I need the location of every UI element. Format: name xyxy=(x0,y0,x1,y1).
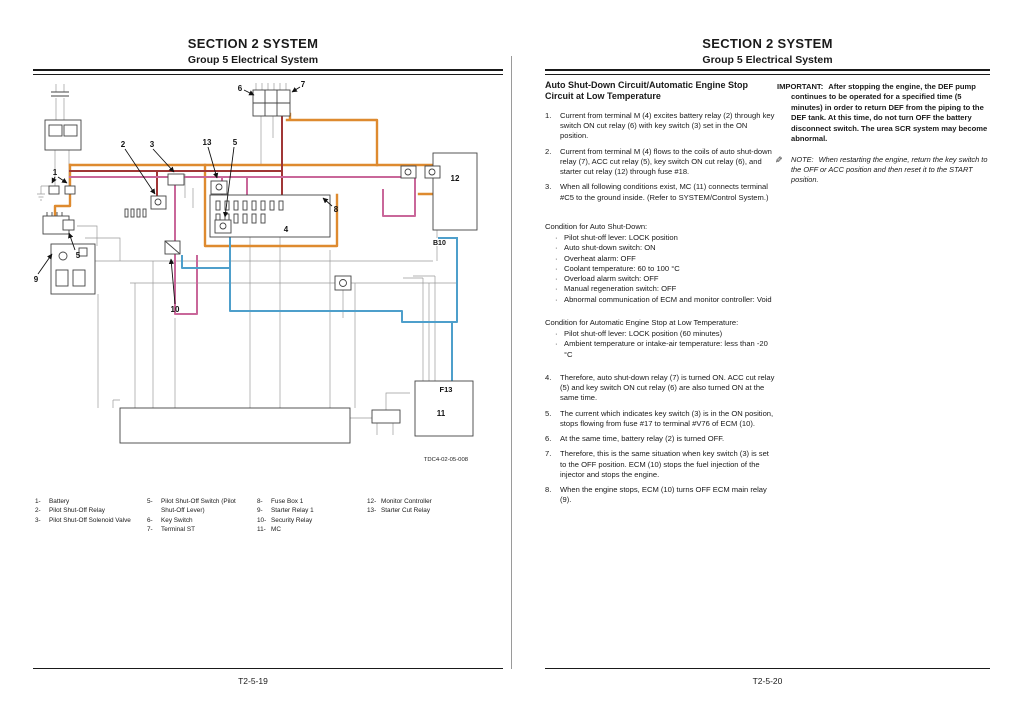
legend-item: 13- Starter Cut Relay xyxy=(367,507,431,515)
legend-item: 9- Starter Relay 1 xyxy=(257,507,314,515)
note-block xyxy=(777,155,991,186)
callout-4: 4 xyxy=(283,225,289,234)
step-1: 1. Current from terminal M (4) excites battery relay (2) through key switch ON cut relay (6) with key switch (3) set in the ON position. xyxy=(545,110,775,141)
callout-5-left: 5 xyxy=(75,251,81,260)
step-8: 8. When the engine stops, ECM (10) turns OFF ECM main relay (9). xyxy=(545,485,767,505)
callout-7: 7 xyxy=(300,80,306,89)
callout-12: 12 xyxy=(450,174,460,183)
wiring-diagram xyxy=(25,78,485,468)
right-footer-rule xyxy=(545,668,990,669)
condition-item: · Pilot shut-off lever: LOCK position xyxy=(555,233,678,243)
diagram-legend xyxy=(0,497,505,557)
condition-item: · Manual regeneration switch: OFF xyxy=(555,284,677,294)
callout-1: 1 xyxy=(52,168,58,177)
legend-item: 6- Key Switch xyxy=(147,516,193,524)
starter-relay xyxy=(335,276,351,290)
legend-item: 2- Pilot Shut-Off Relay xyxy=(35,507,106,515)
frame-bus xyxy=(120,408,350,443)
legend-col-4 xyxy=(367,497,477,516)
steps-lower xyxy=(545,373,777,506)
left-page-subtitle: Group 5 Electrical System xyxy=(187,54,319,66)
callout-13: 13 xyxy=(202,138,212,147)
legend-item: 1- Battery xyxy=(35,498,70,505)
right-page-number: T2-5-20 xyxy=(752,676,783,686)
note-text: When restarting the engine, return the key switch to the OFF or ACC position and then reset it to the START position. xyxy=(791,154,988,185)
important-text: After stopping the engine, the DEF pump continues to be operated for a specified time (5 minutes) in order to return DEF from the piping to the DEF tank. At this time, do not turn OFF the battery disconnect switch. The urea SCR system may become abnormal. xyxy=(791,82,988,144)
article-title: Auto Shut-Down Circuit/Automatic Engine Stop Circuit at Low Temperature xyxy=(545,80,748,101)
step-2: 2. Current from terminal M (4) flows to the coils of auto shut-down relay (7), ACC cut relay (5), key switch ON cut relay (6), and starter cut relay (12) through fuse #18. xyxy=(545,146,772,177)
callout-6: 6 xyxy=(237,84,243,93)
starter-relay1-box xyxy=(51,244,95,294)
callout-11: 11 xyxy=(436,409,446,418)
step-6: 6. At the same time, battery relay (2) is turned OFF. xyxy=(545,434,725,444)
label-b10: B10 xyxy=(433,240,446,247)
monitor-controller-box xyxy=(433,153,477,230)
solenoid-valve-connector xyxy=(168,174,184,185)
battery-terminal xyxy=(49,186,59,194)
gray-wires xyxy=(37,83,457,435)
condition-item: · Pilot shut-off lever: LOCK position (60 minutes) xyxy=(555,329,723,339)
right-page-title: SECTION 2 SYSTEM xyxy=(702,36,833,51)
condition-item: · Coolant temperature: 60 to 100 °C xyxy=(555,263,680,273)
condition-item: · Auto shut-down switch: ON xyxy=(555,243,656,253)
important-label: IMPORTANT: xyxy=(777,82,824,91)
right-header-rule xyxy=(545,69,990,75)
legend-col-2 xyxy=(147,497,251,534)
callout-2: 2 xyxy=(120,140,126,149)
page-divider xyxy=(511,56,512,669)
page-right xyxy=(516,0,1021,723)
legend-item: 10- Security Relay xyxy=(257,516,313,524)
battery-terminal xyxy=(65,186,75,194)
legend-col-1 xyxy=(35,497,147,525)
legend-item: 5- Pilot Shut-Off Switch (Pilot Shut-Off Lever) xyxy=(147,498,236,515)
pilot-shutoff-relay xyxy=(151,196,166,209)
relay xyxy=(215,220,231,233)
components xyxy=(43,90,477,443)
callout-10: 10 xyxy=(170,305,180,314)
left-page-title: SECTION 2 SYSTEM xyxy=(187,36,319,51)
condition-title-low-temp: Condition for Automatic Engine Stop at Low Temperature: xyxy=(545,317,739,327)
legend-item: 8- Fuse Box 1 xyxy=(257,498,304,505)
callout-3: 3 xyxy=(149,140,155,149)
article-column xyxy=(545,80,777,511)
left-page-number: T2-5-19 xyxy=(238,676,268,686)
callout-8: 8 xyxy=(333,205,339,214)
pilot-shutoff-switch xyxy=(63,220,74,230)
page-left xyxy=(0,0,505,723)
step-7: 7. Therefore, this is the same situation when key switch (3) is set to the OFF position. ECM (10) stops the fuel injection of the injector and stops the engine. xyxy=(545,449,769,479)
important-block xyxy=(777,82,991,145)
starter-cut-relay xyxy=(211,181,227,194)
left-footer-rule xyxy=(33,668,503,669)
figure-code: TDC4-02-05-008 xyxy=(423,457,468,463)
right-page-subtitle: Group 5 Electrical System xyxy=(702,54,833,66)
small-box xyxy=(372,410,400,423)
condition-title-auto-shutdown: Condition for Auto Shut-Down: xyxy=(545,221,648,231)
left-header-rule xyxy=(33,69,503,75)
legend-item: 7- Terminal ST xyxy=(147,526,196,534)
step-5: 5. The current which indicates key switch (3) is in the ON position, stops flowing from fuse #17 to terminal #V76 of ECM (10). xyxy=(545,408,774,428)
legend-item: 3- Pilot Shut-Off Solenoid Valve xyxy=(35,516,131,524)
step-3: 3. When all following conditions exist, MC (11) connects terminal #C5 to the ground inside. (Refer to SYSTEM/Control System.) xyxy=(545,182,769,202)
right-page-header xyxy=(545,36,990,66)
condition-item: · Overheat alarm: OFF xyxy=(555,253,636,263)
condition-item: · Overload alarm switch: OFF xyxy=(555,274,659,284)
colored-wires xyxy=(52,96,457,381)
legend-item: 12- Monitor Controller xyxy=(367,498,432,505)
label-f13: F13 xyxy=(439,385,453,394)
callout-9: 9 xyxy=(33,275,39,284)
step-4: 4. Therefore, auto shut-down relay (7) is turned ON. ACC cut relay (5) and key switch ON cut relay (6) are also turned ON at the same time. xyxy=(545,372,775,403)
side-column xyxy=(777,82,991,185)
condition-item: · Abnormal communication of ECM and monitor controller: Void xyxy=(555,294,772,304)
note-pencil-icon: ✎ xyxy=(775,154,783,165)
note-label: NOTE: xyxy=(791,154,814,164)
left-page-header xyxy=(28,36,478,66)
legend-col-3 xyxy=(257,497,353,534)
callout-5-top: 5 xyxy=(232,138,238,147)
legend-item: 11- MC xyxy=(257,526,281,534)
condition-item: · Ambient temperature or intake-air temperature: less than -20 °C xyxy=(555,339,768,359)
